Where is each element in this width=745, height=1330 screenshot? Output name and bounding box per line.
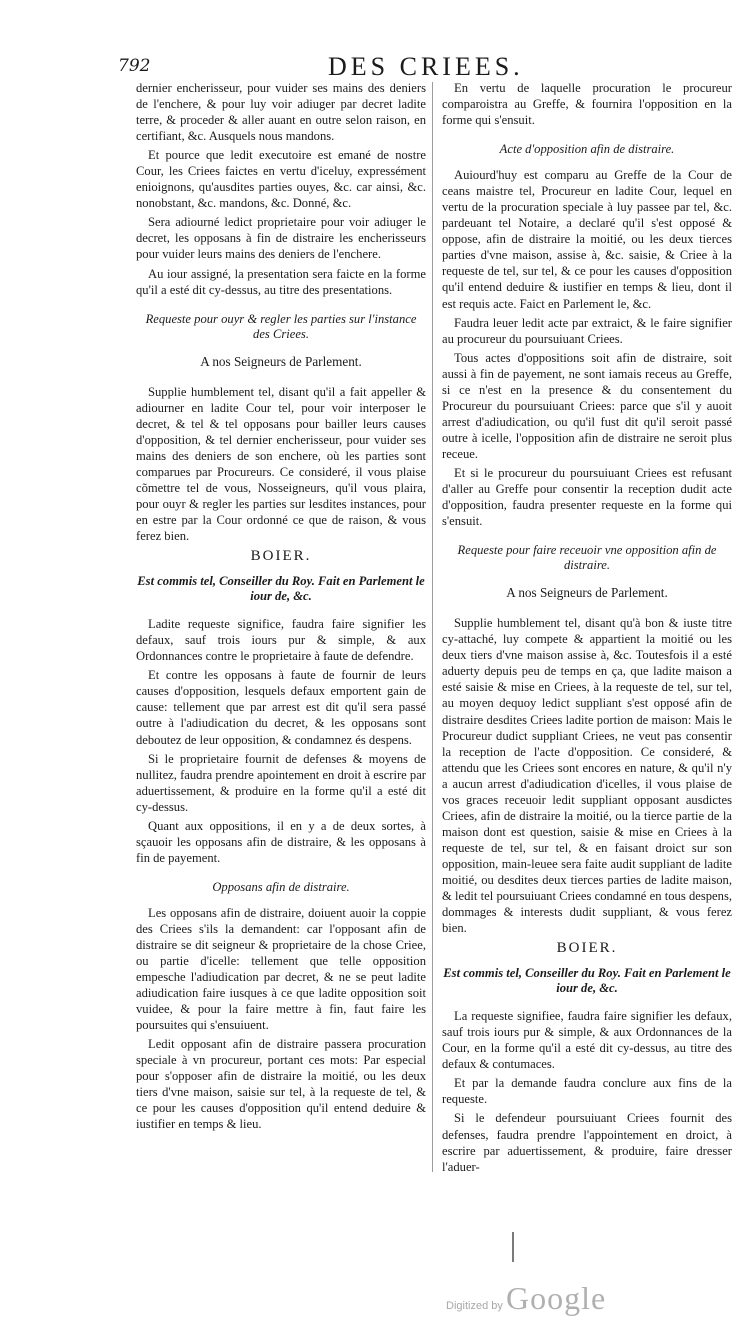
section-heading: Acte d'opposition afin de distraire.: [499, 142, 675, 157]
signature: BOIER.: [250, 548, 312, 565]
commission-line: Est commis tel, Conseiller du Roy. Fait en Parlement le iour de, &c.: [443, 966, 731, 996]
column-divider: [432, 82, 433, 1172]
paragraph: Ledit opposant afin de distraire passera procuration speciale à vn procureur, portant ces mots: Par especial pour s'opposer afin de distraire la moitié, ou les deux tiers d'vne maison, saisie sur tel, à la requeste de tel, & ce pour les causes d'opposition qu'il entend deduire & iustifier en temps & lieu.: [136, 1037, 426, 1132]
address-line: A nos Seigneurs de Parlement.: [506, 585, 668, 601]
paragraph: La requeste signifiee, faudra faire signifier les defaux, sauf trois iours pur & simple, & aux Ordonnances de la Cour, en la forme qu'il a esté dit cy-dessus, au titre des defaux & contumaces.: [442, 1009, 732, 1072]
signature: BOIER.: [556, 940, 618, 957]
digitized-label: Digitized by: [446, 1300, 503, 1312]
petition-body: Supplie humblement tel, disant qu'il a fait appeller & adiourner en ladite Cour tel, pour voir interposer le decret, & tel & tel opposans pour bailler leurs causes d'opposition, & tel dernier encherisseur, pour vuider ses mains des deniers de son enchere, où les parties sont comparues par Procureurs. Ce consideré, il vous plaise cõmettre tel de vous, Nosseigneurs, qu'il vous plaira, pour ouyr & regler les parties sur lesdites instances, pour en estre par la Cour ordonné ce que de raison, & vous ferez bien.: [136, 384, 426, 544]
paragraph: Les opposans afin de distraire, doiuent auoir la coppie des Criees s'ils la demandent: car l'opposant afin de distraire se dit seigneur & proprietaire de la chose Criee, ou partie d'icelle: tellement que telle opposition empesche l'adiudication par decret, & ne se peut ladite adiudication faire iusques à ce que ladite opposition soit vuidee, & pour la faire mettre à fin, faut faire les poursuites qui s'ensuiuent.: [136, 905, 426, 1033]
paragraph: Tous actes d'oppositions soit afin de distraire, soit aussi à fin de payement, ne sont iamais receus au Greffe, si ce n'est en la presence & du consentement du Procureur du poursuiuant Criees: parce que s'il y auoit arrest d'adiudication, ou qu'il fust dit qu'il seroit passé outre à icelle, l'opposition afin de distraire ne seroit plus receue.: [442, 350, 732, 461]
running-title: DES CRIEES.: [328, 52, 524, 81]
petition-body: Supplie humblement tel, disant qu'à bon & iuste titre cy-attaché, luy compete & appartient la moitié ou les deux tiers d'vne maison assise à, &c. Toutesfois il a esté aduerty depuis peu de temps en ça, que ladite maison a esté saisie & mise en Criees, à la requeste de tel, sur tel, au moyen dequoy ledict suppliant s'est opposé afin de distraire desdites Criees ladite portion de maison: Mais le Procureur dudict suppliant Criees, ne veut pas consentir la reception de l'acte d'opposition. Ce consideré, & attendu que les Criees sont encores en nature, & qu'il n'y a aucun arrest d'adiudication d'icelles, il vous plaise de vos graces receuoir ledit suppliant opposant ausdictes Criees, afin de distraire la moitié, ou la tierce partie de la maison dont est question, saisie & mise en Criees à la requeste de tel, sur tel, & en faisant droict sur son opposition, main-leuee sera faite audit suppliant de ladite moitié, ou desdites deux tierces parties de ladite maison, & ledit tel poursuiuant Criees condamné en tous despens, dommages & interests dudit suppliant, & vous ferez bien.: [442, 616, 732, 936]
right-column: [442, 80, 732, 1178]
paragraph: Si le proprietaire fournit de defenses & moyens de nullitez, faudra prendre apointement en droit à escrire par aduertissement, & produire en la forme qu'il a esté dit cy-dessus.: [136, 751, 426, 814]
page-header: [118, 52, 538, 82]
paragraph: Sera adiourné ledict proprietaire pour voir adiuger le decret, les opposans à fin de distraire les encherisseurs pour vuider leurs mains des deniers de l'enchere.: [136, 215, 426, 262]
commission-line: Est commis tel, Conseiller du Roy. Fait en Parlement le iour de, &c.: [137, 574, 425, 604]
google-watermark-logo: Google: [506, 1280, 607, 1316]
paragraph: Et contre les opposans à faute de fournir de leurs causes d'opposition, lesquels defaux emportent gain de cause: tellement que par arrest est dit qu'il sera passé outre à l'adiudication du decret, & les opposans sont deboutez de leur opposition, & condamnez és despens.: [136, 668, 426, 747]
paragraph: Si le defendeur poursuiuant Criees fournit des defenses, faudra prendre l'appointement en droict, à escrire par aduertissement, & produire, faire dresser l'aduer-: [442, 1111, 732, 1174]
paragraph: Au iour assigné, la presentation sera faicte en la forme qu'il a esté dit cy-dessus, au titre des presentations.: [136, 266, 426, 297]
margin-mark: [512, 1232, 514, 1262]
paragraph: Quant aux oppositions, il en y a de deux sortes, à sçauoir les opposans afin de distraire, & les opposans à fin de payement.: [136, 818, 426, 865]
paragraph: dernier encherisseur, pour vuider ses mains des deniers de l'enchere, & pour luy voir adiuger par decret ladite terre, & proceder & aller auant en outre selon raison, en certifiant, &c. Ausquels nous mandons.: [136, 81, 426, 144]
section-heading: Opposans afin de distraire.: [212, 879, 350, 894]
paragraph: Et par la demande faudra conclure aux fins de la requeste.: [442, 1076, 732, 1107]
paragraph: En vertu de laquelle procuration le procureur comparoistra au Greffe, & fournira l'opposition en la forme qui s'ensuit.: [442, 81, 732, 128]
paragraph: Faudra leuer ledit acte par extraict, & le faire signifier au procureur du poursuiuant Criees.: [442, 315, 732, 346]
left-column: [136, 80, 426, 1136]
section-heading: Requeste pour ouyr & regler les parties sur l'instance des Criees.: [145, 311, 417, 341]
section-heading: Requeste pour faire receuoir vne opposition afin de distraire.: [457, 543, 717, 573]
paragraph: Et pource que ledit executoire est emané de nostre Cour, les Criees faictes en vertu d'iceluy, expressément enioignons, qu'ausdites parties ouyes, &c. car ainsi, &c. nonobstant, &c. mandons, &c. Donné, &c.: [136, 148, 426, 211]
address-line: A nos Seigneurs de Parlement.: [200, 353, 362, 369]
page-number: 792: [118, 56, 151, 76]
paragraph: Ladite requeste significe, faudra faire signifier les defaux, sauf trois iours pur & simple, & aux Ordonnances contre le proprietaire à faute de defendre.: [136, 617, 426, 664]
paragraph: Et si le procureur du poursuiuant Criees est refusant d'aller au Greffe pour consentir la reception dudit acte d'opposition, faudra presenter requeste en la forme qui s'ensuit.: [442, 465, 732, 529]
paragraph: Auiourd'huy est comparu au Greffe de la Cour de ceans maistre tel, Procureur en ladite Cour, lequel en vertu de la procuration speciale à luy passee par tel, &c. pardeuant tel Notaire, a declaré qu'il s'est opposé & oppose, afin de distraire la moitié, ou les deux tierces parties d'vne maison, assise à, &c. saisie, & Criee à la requeste de tel, sur tel, & ce pour les causes d'opposition qu'il entend deduire & iustifier en temps & lieu, dont il est requis acte. Faict en Parlement le, &c.: [442, 168, 732, 311]
